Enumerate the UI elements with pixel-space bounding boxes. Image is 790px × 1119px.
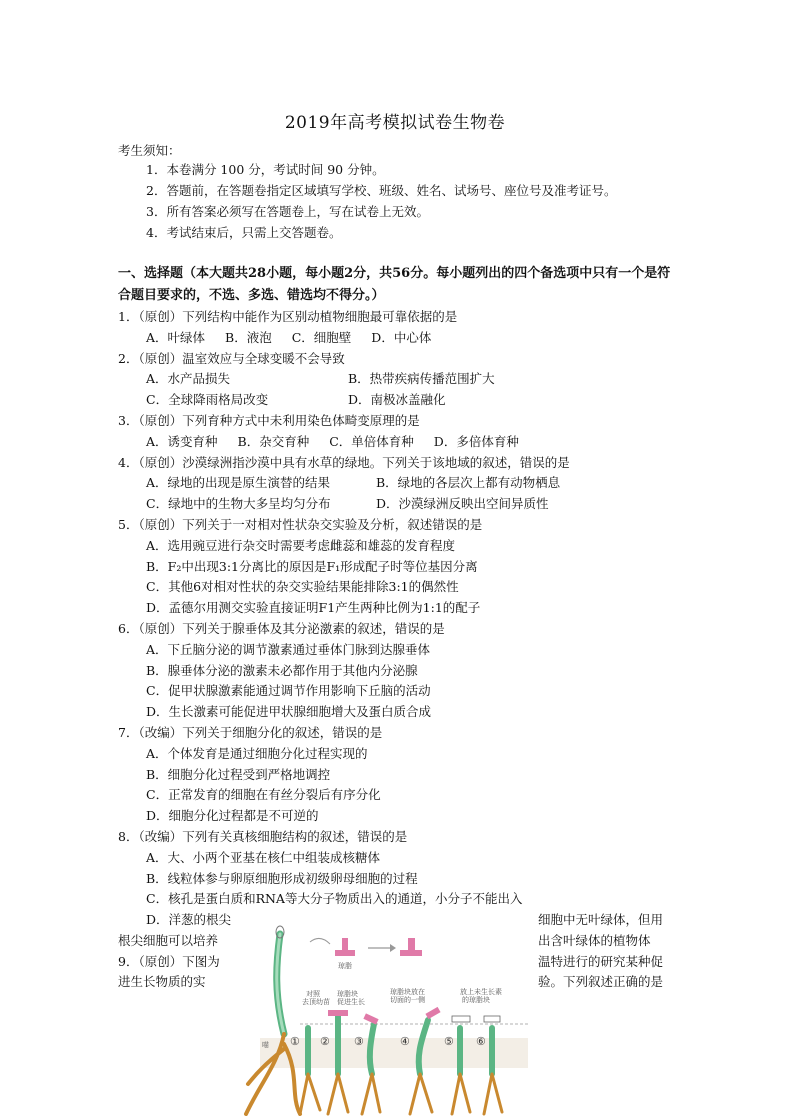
figure-number: ① bbox=[290, 1035, 300, 1048]
option: C．正常发育的细胞在有丝分裂后有序分化 bbox=[146, 787, 381, 803]
section-heading bbox=[118, 263, 678, 307]
question-stem: 8．（改编）下列有关真核细胞结构的叙述，错误的是 bbox=[118, 828, 408, 844]
option: C．单倍体育种 bbox=[329, 433, 414, 449]
option: B．热带疾病传播范围扩大 bbox=[348, 371, 495, 387]
option: B．液泡 bbox=[225, 329, 272, 345]
figure-label: 放上未生长素 bbox=[460, 988, 502, 996]
figure-number: ⑥ bbox=[476, 1035, 486, 1048]
notice-item: 4．考试结束后，只需上交答题卷。 bbox=[146, 225, 342, 240]
question-stem-partial: 进生长物质的实 bbox=[118, 974, 206, 990]
option: D．沙漠绿洲反映出空间异质性 bbox=[376, 496, 549, 512]
option-partial: D．洋葱的根尖 bbox=[146, 912, 232, 928]
question-5 bbox=[118, 515, 678, 619]
question-stem-partial: 温特进行的研究某种促 bbox=[538, 953, 664, 969]
question-stem: 7．（改编）下列关于细胞分化的叙述，错误的是 bbox=[118, 724, 383, 740]
section-heading-line: 一、选择题（本大题共28小题，每小题2分，共56分。每小题列出的四个备选项中只有一个是符 bbox=[118, 266, 671, 281]
question-stem: 5．（原创）下列关于一对相对性状杂交实验及分析，叙述错误的是 bbox=[118, 516, 483, 532]
notice-item: 1．本卷满分 100 分，考试时间 90 分钟。 bbox=[146, 162, 385, 177]
option: C．细胞壁 bbox=[291, 329, 352, 345]
question-list bbox=[118, 307, 678, 994]
question-8 bbox=[118, 827, 678, 910]
option: D．中心体 bbox=[371, 329, 432, 345]
option: B．杂交育种 bbox=[237, 433, 310, 449]
option: A．大、小两个亚基在核仁中组装成核糖体 bbox=[146, 849, 381, 865]
option: B．腺垂体分泌的激素未必都作用于其他内分泌腺 bbox=[146, 662, 418, 678]
option: D．孟德尔用测交实验直接证明F1产生两种比例为1:1的配子 bbox=[146, 600, 481, 616]
figure-number: ② bbox=[320, 1035, 330, 1048]
question-stem-partial: 9．（原创）下图为 bbox=[118, 953, 220, 969]
option-partial: 出含叶绿体的植物体 bbox=[538, 932, 651, 948]
options-row bbox=[118, 432, 678, 453]
option: B．绿地的各层次上都有动物栖息 bbox=[376, 475, 561, 491]
option: A．绿地的出现是原生演替的结果 bbox=[146, 475, 331, 491]
question-2 bbox=[118, 349, 678, 411]
options-grid bbox=[118, 473, 678, 515]
option: A．叶绿体 bbox=[146, 329, 206, 345]
option: C．核孔是蛋白质和RNA等大分子物质出入的通道，小分子不能出入 bbox=[146, 891, 523, 907]
figure-label: 琼脂 bbox=[338, 962, 352, 970]
notice-list bbox=[146, 159, 616, 243]
option-partial: 细胞中无叶绿体，但用 bbox=[538, 912, 664, 928]
seedling-diagram bbox=[240, 924, 530, 1116]
notice-item: 2．答题前，在答题卷指定区域填写学校、班级、姓名、试场号、座位号及准考证号。 bbox=[146, 183, 617, 198]
question-6 bbox=[118, 619, 678, 723]
figure-label: 对照 bbox=[306, 990, 320, 998]
figure-label: 去顶幼苗 bbox=[302, 998, 330, 1006]
figure-label: 琼脂块 bbox=[337, 990, 358, 998]
figure-label: 切面的一侧 bbox=[390, 996, 425, 1004]
question-4 bbox=[118, 453, 678, 515]
question-7 bbox=[118, 723, 678, 827]
option: D．细胞分化过程都是不可逆的 bbox=[146, 808, 319, 824]
option: D．生长激素可能促进甲状腺细胞增大及蛋白质合成 bbox=[146, 704, 432, 720]
option: C．全球降雨格局改变 bbox=[146, 392, 269, 408]
question-stem: 2．（原创）温室效应与全球变暖不会导致 bbox=[118, 350, 345, 366]
option: A．下丘脑分泌的调节激素通过垂体门脉到达腺垂体 bbox=[146, 641, 431, 657]
question-3 bbox=[118, 411, 678, 453]
went-experiment-figure bbox=[240, 924, 530, 1116]
section-heading-line: 合题目要求的，不选、多选、错选均不得分。） bbox=[118, 288, 385, 303]
question-stem: 6．（原创）下列关于腺垂体及其分泌激素的叙述，错误的是 bbox=[118, 620, 445, 636]
figure-label: 促进生长 bbox=[337, 998, 365, 1006]
figure-side-label: 喵 bbox=[262, 1041, 269, 1049]
question-stem-partial: 验。下列叙述正确的是 bbox=[538, 974, 664, 990]
question-stem: 1．（原创）下列结构中能作为区别动植物细胞最可靠依据的是 bbox=[118, 309, 458, 324]
options-row bbox=[118, 328, 678, 349]
option: A．水产品损失 bbox=[146, 371, 231, 387]
notice-heading: 考生须知： bbox=[118, 143, 181, 158]
option: C．绿地中的生物大多呈均匀分布 bbox=[146, 496, 331, 512]
options-grid bbox=[118, 369, 678, 411]
figure-number: ⑤ bbox=[444, 1035, 454, 1048]
option: D．南极冰盖融化 bbox=[348, 392, 446, 408]
figure-number: ③ bbox=[354, 1035, 364, 1048]
option: A．个体发育是通过细胞分化过程实现的 bbox=[146, 745, 368, 761]
option: B．细胞分化过程受到严格地调控 bbox=[146, 766, 331, 782]
option: B．线粒体参与卵原细胞形成初级卵母细胞的过程 bbox=[146, 870, 418, 886]
figure-label: 琼脂块放在 bbox=[390, 988, 425, 996]
question-1 bbox=[118, 307, 678, 349]
page-title: 2019年高考模拟试卷生物卷 bbox=[284, 113, 506, 133]
option: B．F₂中出现3:1分离比的原因是F₁形成配子时等位基因分离 bbox=[146, 558, 478, 574]
figure-label: 的琼脂块 bbox=[462, 996, 490, 1004]
question-stem: 3．（原创）下列育种方式中未利用染色体畸变原理的是 bbox=[118, 412, 420, 428]
question-stem: 4．（原创）沙漠绿洲指沙漠中具有水草的绿地。下列关于该地域的叙述，错误的是 bbox=[118, 454, 570, 470]
option: A．选用豌豆进行杂交时需要考虑雌蕊和雄蕊的发育程度 bbox=[146, 537, 456, 553]
option: C．其他6对相对性状的杂交实验结果能排除3:1的偶然性 bbox=[146, 579, 459, 595]
option: D．多倍体育种 bbox=[433, 433, 519, 449]
figure-number: ④ bbox=[400, 1035, 410, 1048]
option: A．诱变育种 bbox=[146, 433, 218, 449]
notice-item: 3．所有答案必须写在答题卷上，写在试卷上无效。 bbox=[146, 204, 429, 219]
option-partial: 根尖细胞可以培养 bbox=[118, 932, 219, 948]
option: C．促甲状腺激素能通过调节作用影响下丘脑的活动 bbox=[146, 683, 431, 699]
